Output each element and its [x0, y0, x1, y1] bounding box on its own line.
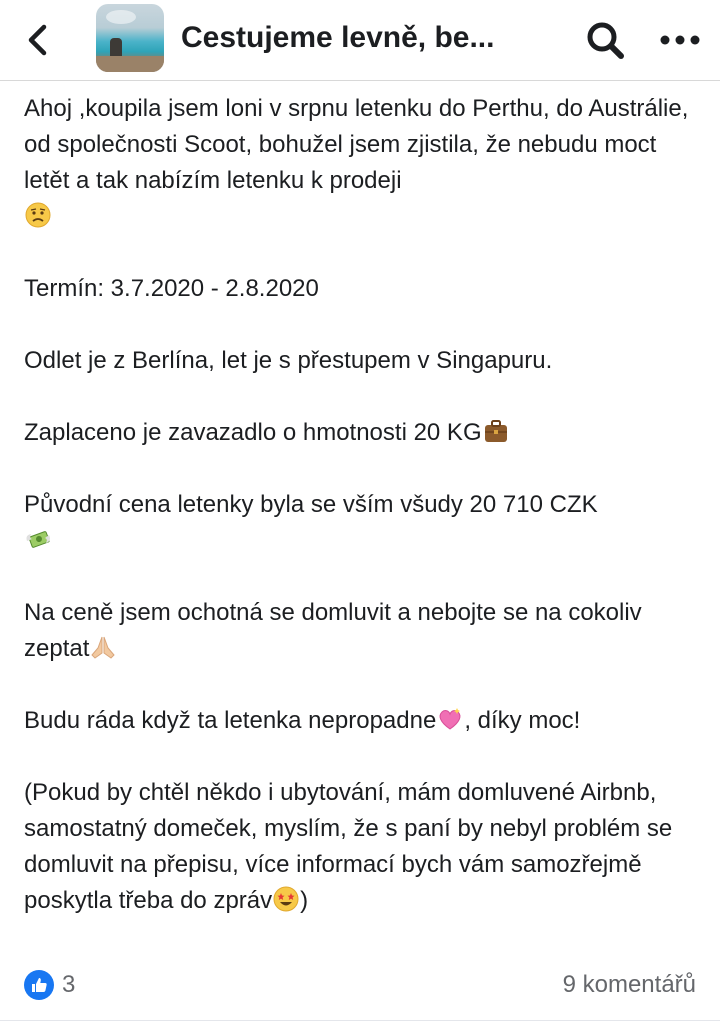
like-reaction-icon[interactable] — [24, 970, 54, 1000]
back-button[interactable] — [18, 20, 58, 60]
more-horizontal-icon — [655, 18, 705, 62]
post-paragraph-cena — [24, 487, 704, 559]
post-paragraph-odlet: Odlet je z Berlína, let je s přestupem v Singapuru. — [24, 347, 553, 374]
more-options-button[interactable] — [655, 18, 705, 62]
folded-hands-emoji-icon — [89, 633, 117, 661]
post-text-domluva: Na ceně jsem ochotná se domluvit a nebojte se na cokoliv zeptat — [24, 599, 642, 662]
post-paragraph-domluva — [24, 595, 704, 667]
post-paragraph-budu — [24, 703, 704, 739]
search-button[interactable] — [583, 18, 627, 62]
post-paragraph-zavazadlo — [24, 415, 704, 451]
post-text-cena: Původní cena letenky byla se vším všudy 20 710 CZK — [24, 491, 598, 518]
search-icon — [583, 18, 627, 62]
comments-count-link[interactable]: 9 komentářů — [562, 971, 696, 998]
post-paragraph-termin: Termín: 3.7.2020 - 2.8.2020 — [24, 275, 319, 302]
worried-face-emoji-icon — [24, 201, 52, 229]
post-text-ubytovani: (Pokud by chtěl někdo i ubytování, mám domluvené Airbnb, samostatný domeček, myslím, že s paní by nebyl problém se domluvit na přepisu, více informací bych vám samozřejmě poskytla třeba do zpráv — [24, 779, 673, 914]
chevron-left-icon — [25, 23, 51, 57]
reaction-count[interactable]: 3 — [62, 971, 76, 998]
group-cover-thumbnail[interactable] — [96, 4, 164, 72]
post-footer — [0, 962, 720, 1008]
post-text-intro: Ahoj ,koupila jsem loni v srpnu letenku do Perthu, do Austrálie, od společnosti Scoot, bohužel jsem zjistila, že nebudu moct letět a tak nabízím letenku k prodeji — [24, 95, 689, 194]
post-body — [24, 91, 704, 919]
post-paragraph-intro — [24, 91, 704, 235]
post-text-ubytovani-end: ) — [300, 887, 309, 914]
divider — [0, 1020, 720, 1021]
post-text-zavazadlo: Zaplaceno je zavazadlo o hmotnosti 20 KG — [24, 419, 482, 446]
post-paragraph-ubytovani — [24, 775, 704, 919]
top-bar — [0, 0, 720, 81]
group-title[interactable]: Cestujeme levně, be... — [181, 21, 495, 54]
post-text-budu-a: Budu ráda když ta letenka nepropadne — [24, 707, 437, 734]
post-text-budu-b: , díky moc! — [464, 707, 581, 734]
star-struck-emoji-icon — [272, 885, 300, 913]
sparkling-heart-emoji-icon — [436, 705, 464, 733]
money-with-wings-emoji-icon — [24, 525, 52, 553]
briefcase-emoji-icon — [482, 417, 510, 445]
